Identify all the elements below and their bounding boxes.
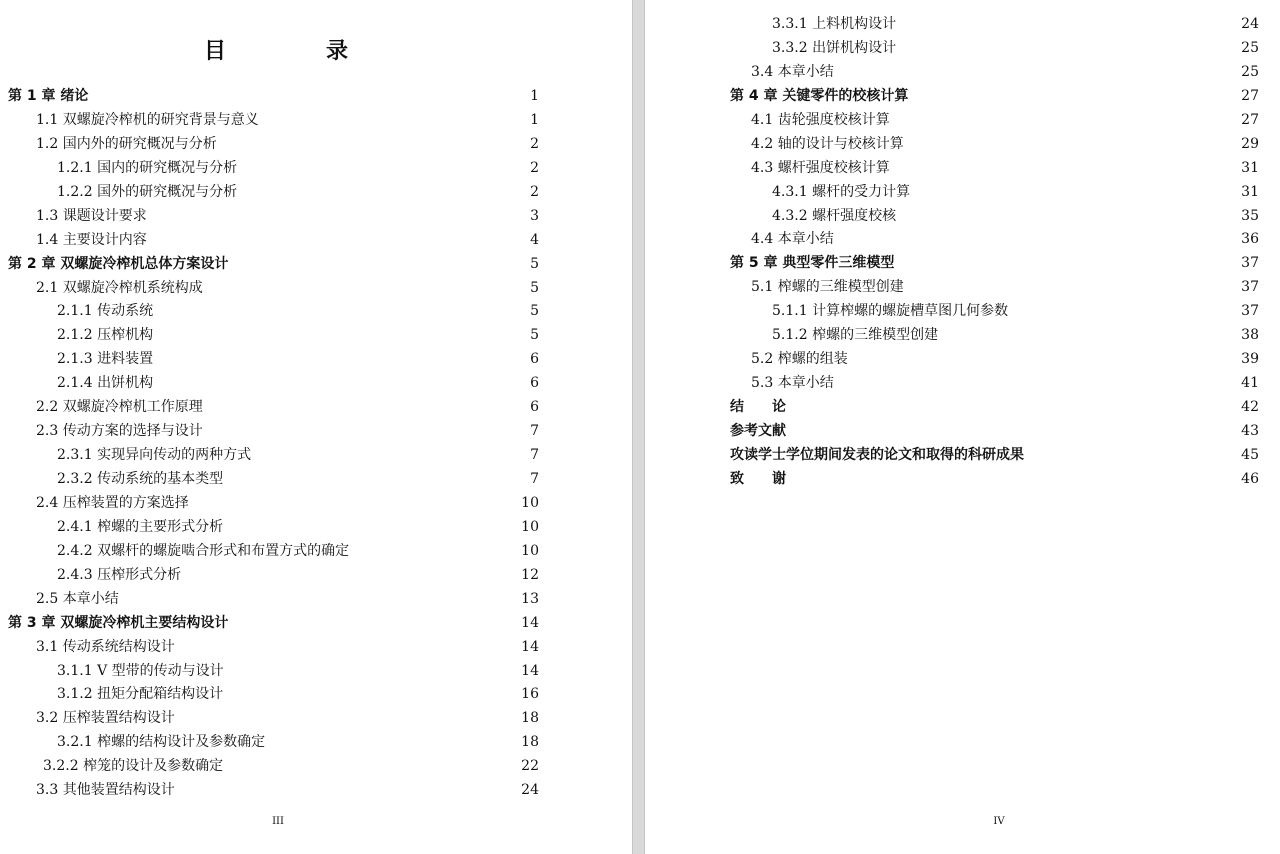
toc-entry[interactable] xyxy=(0,156,545,180)
toc-chapter-entry[interactable] xyxy=(645,395,1265,419)
toc-entry-page-number: 5 xyxy=(530,327,539,344)
toc-entry-title: 参考文献 xyxy=(730,422,786,439)
toc-entry-title: 4.3 螺杆强度校核计算 xyxy=(751,159,890,176)
toc-entry-title: 2.1.2 压榨机构 xyxy=(57,327,154,344)
toc-chapter-entry[interactable] xyxy=(645,251,1265,275)
toc-entry[interactable] xyxy=(0,491,545,515)
toc-entry[interactable] xyxy=(0,659,545,683)
toc-entry-page-number: 5 xyxy=(530,279,539,296)
toc-entry[interactable] xyxy=(0,323,545,347)
toc-entry-title: 致 谢 xyxy=(730,470,786,487)
toc-entry-title: 2.4.2 双螺杆的螺旋啮合形式和布置方式的确定 xyxy=(57,542,350,559)
toc-entry-title: 2.3 传动方案的选择与设计 xyxy=(36,423,203,440)
toc-entry[interactable] xyxy=(645,132,1265,156)
toc-entry[interactable] xyxy=(645,204,1265,228)
toc-entry-page-number: 14 xyxy=(521,614,539,631)
toc-entry[interactable] xyxy=(645,156,1265,180)
toc-entry-page-number: 18 xyxy=(521,710,539,727)
toc-entry-page-number: 14 xyxy=(521,662,539,679)
toc-entry[interactable] xyxy=(0,419,545,443)
toc-entry[interactable] xyxy=(0,228,545,252)
toc-chapter-entry[interactable] xyxy=(645,467,1265,491)
toc-entry-page-number: 35 xyxy=(1241,207,1259,224)
toc-entry-page-number: 29 xyxy=(1241,135,1259,152)
toc-entry-title: 3.2.2 榨笼的设计及参数确定 xyxy=(43,758,224,775)
toc-entry[interactable] xyxy=(0,730,545,754)
toc-entry-page-number: 2 xyxy=(530,135,539,152)
toc-entry[interactable] xyxy=(645,227,1265,251)
toc-chapter-entry[interactable] xyxy=(0,84,545,108)
toc-entry-title: 第 4 章 关键零件的校核计算 xyxy=(730,87,909,104)
toc-entry-page-number: 24 xyxy=(1241,16,1259,32)
toc-entry-page-number: 7 xyxy=(530,423,539,440)
toc-entry-title: 5.1 榨螺的三维模型创建 xyxy=(751,279,904,296)
toc-entry-title: 第 3 章 双螺旋冷榨机主要结构设计 xyxy=(8,614,229,631)
toc-entry-title: 2.1 双螺旋冷榨机系统构成 xyxy=(36,279,203,296)
toc-entry[interactable] xyxy=(0,371,545,395)
toc-entry[interactable] xyxy=(0,395,545,419)
toc-entry[interactable] xyxy=(0,539,545,563)
toc-entry-page-number: 24 xyxy=(521,782,539,799)
toc-entry-title: 1.3 课题设计要求 xyxy=(36,207,147,224)
toc-entry-title: 1.2.1 国内的研究概况与分析 xyxy=(57,159,238,176)
toc-entry-title: 第 1 章 绪论 xyxy=(8,88,89,104)
toc-entry[interactable] xyxy=(0,132,545,156)
toc-entry[interactable] xyxy=(645,36,1265,60)
toc-entry-page-number: 5 xyxy=(530,303,539,320)
toc-chapter-entry[interactable] xyxy=(645,84,1265,108)
page-number-footer: IV xyxy=(993,816,1005,827)
toc-entry-page-number: 46 xyxy=(1241,470,1259,487)
toc-entry[interactable] xyxy=(645,299,1265,323)
toc-entry-title: 5.1.2 榨螺的三维模型创建 xyxy=(772,327,939,344)
toc-title: 目录 xyxy=(203,39,448,64)
toc-page-left xyxy=(0,0,632,854)
toc-entry-page-number: 1 xyxy=(530,111,539,128)
toc-entry-title: 1.2.2 国外的研究概况与分析 xyxy=(57,183,238,200)
page-number-footer: III xyxy=(272,816,284,827)
toc-entry-page-number: 3 xyxy=(530,207,539,224)
toc-entry-title: 2.4 压榨装置的方案选择 xyxy=(36,494,189,511)
toc-entry-page-number: 27 xyxy=(1241,87,1259,104)
toc-entry[interactable] xyxy=(0,682,545,706)
toc-entry-page-number: 25 xyxy=(1241,63,1259,80)
toc-entry[interactable] xyxy=(645,275,1265,299)
toc-entry-title: 3.1.2 扭矩分配箱结构设计 xyxy=(57,686,224,703)
toc-entry-title: 4.3.2 螺杆强度校核 xyxy=(772,207,897,224)
toc-entry-title: 2.4.3 压榨形式分析 xyxy=(57,566,182,583)
toc-entry-page-number: 7 xyxy=(530,471,539,487)
toc-entry-title: 3.2.1 榨螺的结构设计及参数确定 xyxy=(57,734,266,751)
toc-entry-page-number: 31 xyxy=(1241,183,1259,200)
page-gutter xyxy=(632,0,645,854)
toc-entry[interactable] xyxy=(0,204,545,228)
toc-entry-title: 3.3 其他装置结构设计 xyxy=(36,782,175,799)
toc-entry[interactable] xyxy=(645,347,1265,371)
toc-entry-title: 3.1.1 V 型带的传动与设计 xyxy=(57,662,224,679)
toc-entry-page-number: 41 xyxy=(1241,375,1259,392)
toc-entry[interactable] xyxy=(0,515,545,539)
toc-entry-title: 2.5 本章小结 xyxy=(36,590,119,607)
toc-entry[interactable] xyxy=(0,347,545,371)
toc-entry[interactable] xyxy=(0,706,545,730)
toc-entry-page-number: 42 xyxy=(1241,399,1259,415)
toc-entry-title: 3.2 压榨装置结构设计 xyxy=(36,710,175,727)
toc-entry-page-number: 10 xyxy=(521,494,539,511)
toc-entry-page-number: 37 xyxy=(1241,255,1259,272)
toc-entry-title: 2.1.4 出饼机构 xyxy=(57,375,154,392)
toc-entry-page-number: 45 xyxy=(1241,446,1259,463)
toc-entry-title: 2.2 双螺旋冷榨机工作原理 xyxy=(36,399,203,416)
toc-entry-title: 4.4 本章小结 xyxy=(751,231,834,248)
toc-entry-title: 3.4 本章小结 xyxy=(751,63,834,80)
toc-entry-title: 2.3.1 实现异向传动的两种方式 xyxy=(57,447,252,464)
toc-chapter-entry[interactable] xyxy=(645,443,1265,467)
toc-chapter-entry[interactable] xyxy=(0,252,545,276)
toc-entry-title: 4.1 齿轮强度校核计算 xyxy=(751,111,890,128)
toc-entry[interactable] xyxy=(0,299,545,323)
toc-entry-title: 4.3.1 螺杆的受力计算 xyxy=(772,183,911,200)
toc-entry[interactable] xyxy=(645,371,1265,395)
toc-entry-page-number: 10 xyxy=(521,542,539,559)
toc-entry-page-number: 37 xyxy=(1241,303,1259,320)
toc-entry-page-number: 2 xyxy=(530,159,539,176)
toc-entry-page-number: 7 xyxy=(530,447,539,464)
toc-entry[interactable] xyxy=(0,754,545,778)
toc-entry-page-number: 13 xyxy=(521,590,539,607)
toc-entry[interactable] xyxy=(645,108,1265,132)
toc-entry-page-number: 37 xyxy=(1241,279,1259,296)
toc-entry-page-number: 10 xyxy=(521,518,539,535)
toc-entry-page-number: 2 xyxy=(530,183,539,200)
toc-entry-page-number: 18 xyxy=(521,734,539,751)
toc-entry[interactable] xyxy=(645,12,1265,36)
toc-chapter-entry[interactable] xyxy=(645,419,1265,443)
toc-entry-title: 第 5 章 典型零件三维模型 xyxy=(730,255,895,272)
toc-entry[interactable] xyxy=(645,180,1265,204)
toc-entry-title: 3.3.2 出饼机构设计 xyxy=(772,39,897,56)
toc-list xyxy=(645,12,1265,491)
toc-entry-title: 2.3.2 传动系统的基本类型 xyxy=(57,471,224,487)
toc-entry-page-number: 6 xyxy=(530,375,539,392)
toc-entry[interactable] xyxy=(0,443,545,467)
toc-entry-page-number: 6 xyxy=(530,351,539,368)
toc-entry-title: 1.4 主要设计内容 xyxy=(36,231,147,248)
toc-entry-title: 5.1.1 计算榨螺的螺旋槽草图几何参数 xyxy=(772,303,1009,320)
toc-entry-title: 结 论 xyxy=(730,399,786,415)
toc-entry-title: 5.2 榨螺的组装 xyxy=(751,351,848,368)
toc-entry[interactable] xyxy=(0,587,545,611)
toc-entry-page-number: 16 xyxy=(521,686,539,703)
toc-entry-page-number: 5 xyxy=(530,255,539,272)
toc-list xyxy=(0,84,545,802)
toc-entry-title: 1.1 双螺旋冷榨机的研究背景与意义 xyxy=(36,111,259,128)
toc-entry-page-number: 36 xyxy=(1241,231,1259,248)
toc-entry[interactable] xyxy=(0,563,545,587)
toc-entry[interactable] xyxy=(0,467,545,491)
toc-entry-page-number: 27 xyxy=(1241,111,1259,128)
toc-entry-page-number: 43 xyxy=(1241,422,1259,439)
toc-entry[interactable] xyxy=(0,635,545,659)
toc-entry-page-number: 1 xyxy=(530,88,539,104)
toc-page-right xyxy=(645,0,1280,854)
toc-entry-title: 3.3.1 上料机构设计 xyxy=(772,16,897,32)
toc-entry-page-number: 4 xyxy=(530,231,539,248)
toc-entry-page-number: 25 xyxy=(1241,39,1259,56)
toc-entry-page-number: 31 xyxy=(1241,159,1259,176)
toc-entry-title: 2.4.1 榨螺的主要形式分析 xyxy=(57,518,224,535)
toc-entry[interactable] xyxy=(0,276,545,300)
toc-entry-title: 4.2 轴的设计与校核计算 xyxy=(751,135,904,152)
toc-entry-title: 1.2 国内外的研究概况与分析 xyxy=(36,135,217,152)
toc-entry-page-number: 39 xyxy=(1241,351,1259,368)
toc-entry[interactable] xyxy=(645,323,1265,347)
toc-entry[interactable] xyxy=(0,778,545,802)
toc-entry[interactable] xyxy=(645,60,1265,84)
toc-entry[interactable] xyxy=(0,108,545,132)
toc-entry-page-number: 22 xyxy=(521,758,539,775)
toc-entry-title: 攻读学士学位期间发表的论文和取得的科研成果 xyxy=(730,446,1024,463)
toc-entry-page-number: 12 xyxy=(521,566,539,583)
toc-entry-page-number: 6 xyxy=(530,399,539,416)
toc-entry-page-number: 14 xyxy=(521,638,539,655)
toc-entry-title: 5.3 本章小结 xyxy=(751,375,834,392)
toc-chapter-entry[interactable] xyxy=(0,611,545,635)
toc-entry-title: 2.1.3 进料装置 xyxy=(57,351,154,368)
toc-entry-title: 第 2 章 双螺旋冷榨机总体方案设计 xyxy=(8,255,229,272)
toc-entry-title: 2.1.1 传动系统 xyxy=(57,303,154,320)
toc-entry[interactable] xyxy=(0,180,545,204)
toc-entry-title: 3.1 传动系统结构设计 xyxy=(36,638,175,655)
toc-entry-page-number: 38 xyxy=(1241,327,1259,344)
